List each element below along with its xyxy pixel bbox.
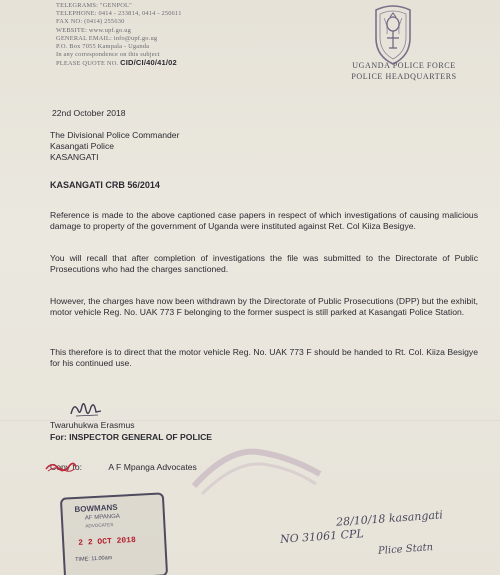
- stamp-date: 2 2 OCT 2018: [78, 535, 137, 548]
- paragraph-directive: This therefore is to direct that the motor vehicle Reg. No. UAK 773 F should be handed to Rt. Col. Kiiza Besigye for his continued use.: [50, 347, 478, 369]
- letter-subject: KASANGATI CRB 56/2014: [50, 180, 160, 190]
- letter-date: 22nd October 2018: [52, 108, 126, 118]
- quote-reference: CID/CI/40/41/02: [120, 58, 177, 68]
- signatory-name: Twaruhukwa Erasmus: [50, 420, 135, 430]
- telegrams-line: TELEGRAMS: "GENPOL": [56, 2, 132, 9]
- org-name: UGANDA POLICE FORCE: [352, 61, 456, 70]
- stamp-name: AF MPANGA: [84, 513, 121, 522]
- org-office: POLICE HEADQUARTERS: [351, 72, 457, 81]
- handwritten-station-note: Plice Statn: [377, 542, 434, 557]
- po-box-line: P.O. Box 7055 Kampala - Uganda: [56, 43, 150, 51]
- letterhead-contacts: [56, 2, 182, 69]
- signatory-for: For: INSPECTOR GENERAL OF POLICE: [50, 432, 213, 442]
- red-scribble-icon: [44, 459, 78, 475]
- recipient-location: KASANGATI: [50, 152, 99, 163]
- paragraph-reference: Reference is made to the above captioned case papers in respect of which investigations of causing malicious damage to property of the government of Uganda were instituted against Ret. Col Kiiza Besigye.: [50, 210, 478, 232]
- copy-label-wrap: [50, 462, 84, 472]
- copy-to-line: [50, 462, 197, 472]
- stamp-advocates: ADVOCATES: [85, 522, 114, 529]
- stamp-firm: BOWMANS: [74, 502, 118, 515]
- organization-header: [334, 60, 474, 82]
- recipient-title: The Divisional Police Commander: [50, 130, 180, 140]
- recipient-station: Kasangati Police: [50, 141, 115, 152]
- copy-recipient: A F Mpanga Advocates: [108, 462, 197, 472]
- handwritten-date-note: 28/10/18 kasangati: [335, 508, 444, 529]
- received-stamp: [60, 492, 168, 575]
- recipient-address: [50, 130, 179, 164]
- copy-label: Copy to:: [50, 462, 83, 472]
- correspondence-note: In any correspondence on this subject: [56, 51, 160, 59]
- handwritten-number-note: NO 31061 CPL: [279, 527, 365, 546]
- email-line: GENERAL EMAIL: info@upf.go.ug: [56, 34, 158, 42]
- telephone-line: TELEPHONE: 0414 - 233814, 0414 - 250611: [56, 10, 182, 18]
- paragraph-withdrawal: However, the charges have now been withdrawn by the Directorate of Public Prosecutions (DPP) but the exhibit, motor vehicle Reg. No. UAK 773 F belonging to the former suspect is still parked at Kasangati Police Station.: [50, 296, 478, 318]
- quote-line: [56, 59, 182, 68]
- website-line: WEBSITE: www.upf.go.ug: [56, 26, 131, 34]
- paragraph-recall: You will recall that after completion of investigations the file was submitted to the Directorate of Public Prosecutions who had the charges sanctioned.: [50, 253, 478, 275]
- stamp-time: TIME: 11.00am: [74, 555, 113, 564]
- uganda-coat-of-arms-icon: [368, 4, 418, 66]
- fax-line: FAX NO: (0414) 255630: [56, 18, 125, 26]
- faded-seal-icon: [188, 440, 328, 500]
- signature-icon: [68, 398, 104, 420]
- paper-fold: [0, 420, 500, 421]
- quote-label: PLEASE QUOTE NO.: [56, 60, 119, 68]
